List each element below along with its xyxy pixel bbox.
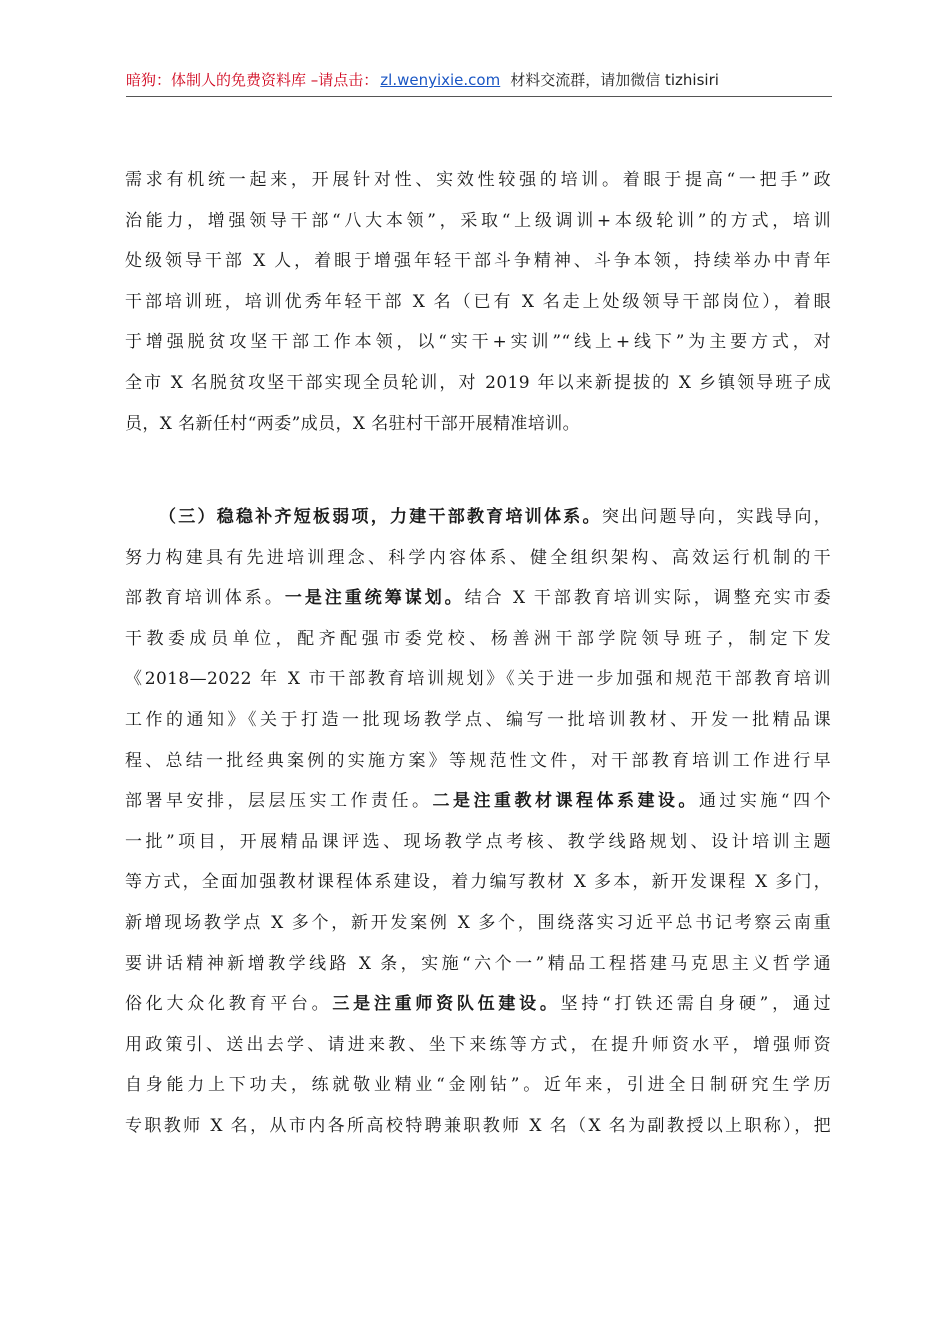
text-line: 俗化大众化教育平台。三是注重师资队伍建设。坚持“打铁还需自身硬”，通过 bbox=[125, 994, 831, 1015]
text-line: 部署早安排，层层压实工作责任。二是注重教材课程体系建设。通过实施“四个 bbox=[125, 791, 832, 812]
text-line: 用政策引、送出去学、请进来教、坐下来练等方式，在提升师资水平，增强师资 bbox=[125, 1034, 831, 1055]
text-line: 于增强脱贫攻坚干部工作本领，以“实干+实训”“线上+线下”为主要方式，对 bbox=[125, 332, 831, 353]
text-line: 新增现场教学点 X 多个，新开发案例 X 多个，围绕落实习近平总书记考察云南重 bbox=[125, 912, 831, 933]
text-line: 等方式，全面加强教材课程体系建设，着力编写教材 X 多本，新开发课程 X 多门， bbox=[125, 872, 831, 893]
text-line: 干部培训班，培训优秀年轻干部 X 名（已有 X 名走上处级领导干部岗位），着眼 bbox=[125, 291, 831, 312]
subheading-planning: 一是注重统筹谋划。 bbox=[284, 588, 465, 609]
paragraph-1 bbox=[125, 160, 831, 444]
text-line: 需求有机统一起来，开展针对性、实效性较强的培训。着眼于提高“一把手”政 bbox=[125, 170, 831, 190]
text-line: 努力构建具有先进培训理念、科学内容体系、健全组织架构、高效运行机制的干 bbox=[125, 547, 831, 568]
text-line: 全市 X 名脱贫攻坚干部实现全员轮训，对 2019 年以来新提拔的 X 乡镇领导班子成 bbox=[125, 372, 831, 393]
header-divider bbox=[126, 96, 832, 97]
text-line: 专职教师 X 名，从市内各所高校特聘兼职教师 X 名（X 名为副教授以上职称），把 bbox=[125, 1115, 831, 1136]
text-line: 员，X 名新任村“两委”成员，X 名驻村干部开展精准培训。 bbox=[125, 413, 580, 434]
text-line: 处级领导干部 X 人，着眼于增强年轻干部斗争精神、斗争本领，持续举办中青年 bbox=[125, 251, 831, 272]
text-line: 治能力，增强领导干部“八大本领”，采取“上级调训+本级轮训”的方式，培训 bbox=[125, 210, 831, 231]
text-line: 《2018—2022 年 X 市干部教育培训规划》《关于进一步加强和规范干部教育培训 bbox=[125, 669, 831, 690]
header-site-name: 暗狗：体制人的免费资料库 –请点击： bbox=[126, 71, 379, 89]
text-line: 程、总结一批经典案例的实施方案》等规范性文件，对干部教育培训工作进行早 bbox=[125, 750, 831, 771]
header-wechat-note: 材料交流群，请加微信 tizhisiri bbox=[510, 71, 719, 89]
text-line: 干教委成员单位，配齐配强市委党校、杨善洲干部学院领导班子，制定下发 bbox=[125, 628, 831, 649]
text-line: 部教育培训体系。一是注重统筹谋划。结合 X 干部教育培训实际，调整充实市委 bbox=[125, 588, 831, 609]
header-link[interactable]: zl.wenyixie.com bbox=[380, 71, 501, 89]
subheading-faculty: 三是注重师资队伍建设。 bbox=[332, 994, 561, 1015]
text-line: 自身能力上下功夫，练就敬业精业“金刚钻”。近年来，引进全日制研究生学历 bbox=[125, 1075, 831, 1096]
text-line: 一批”项目，开展精品课评选、现场教学点考核、教学线路规划、设计培训主题 bbox=[125, 831, 831, 852]
text-line: 要讲话精神新增教学线路 X 条，实施“六个一”精品工程搭建马克思主义哲学通 bbox=[125, 953, 831, 974]
subheading-curriculum: 二是注重教材课程体系建设。 bbox=[432, 791, 699, 812]
text-line: 工作的通知》《关于打造一批现场教学点、编写一批培训教材、开发一批精品课 bbox=[125, 709, 831, 730]
page-header bbox=[126, 70, 832, 90]
section-heading: （三）稳稳补齐短板弱项，力建干部教育培训体系。 bbox=[159, 507, 602, 527]
paragraph-2 bbox=[125, 497, 831, 1147]
text-line: （三）稳稳补齐短板弱项，力建干部教育培训体系。突出问题导向，实践导向， bbox=[159, 507, 831, 527]
